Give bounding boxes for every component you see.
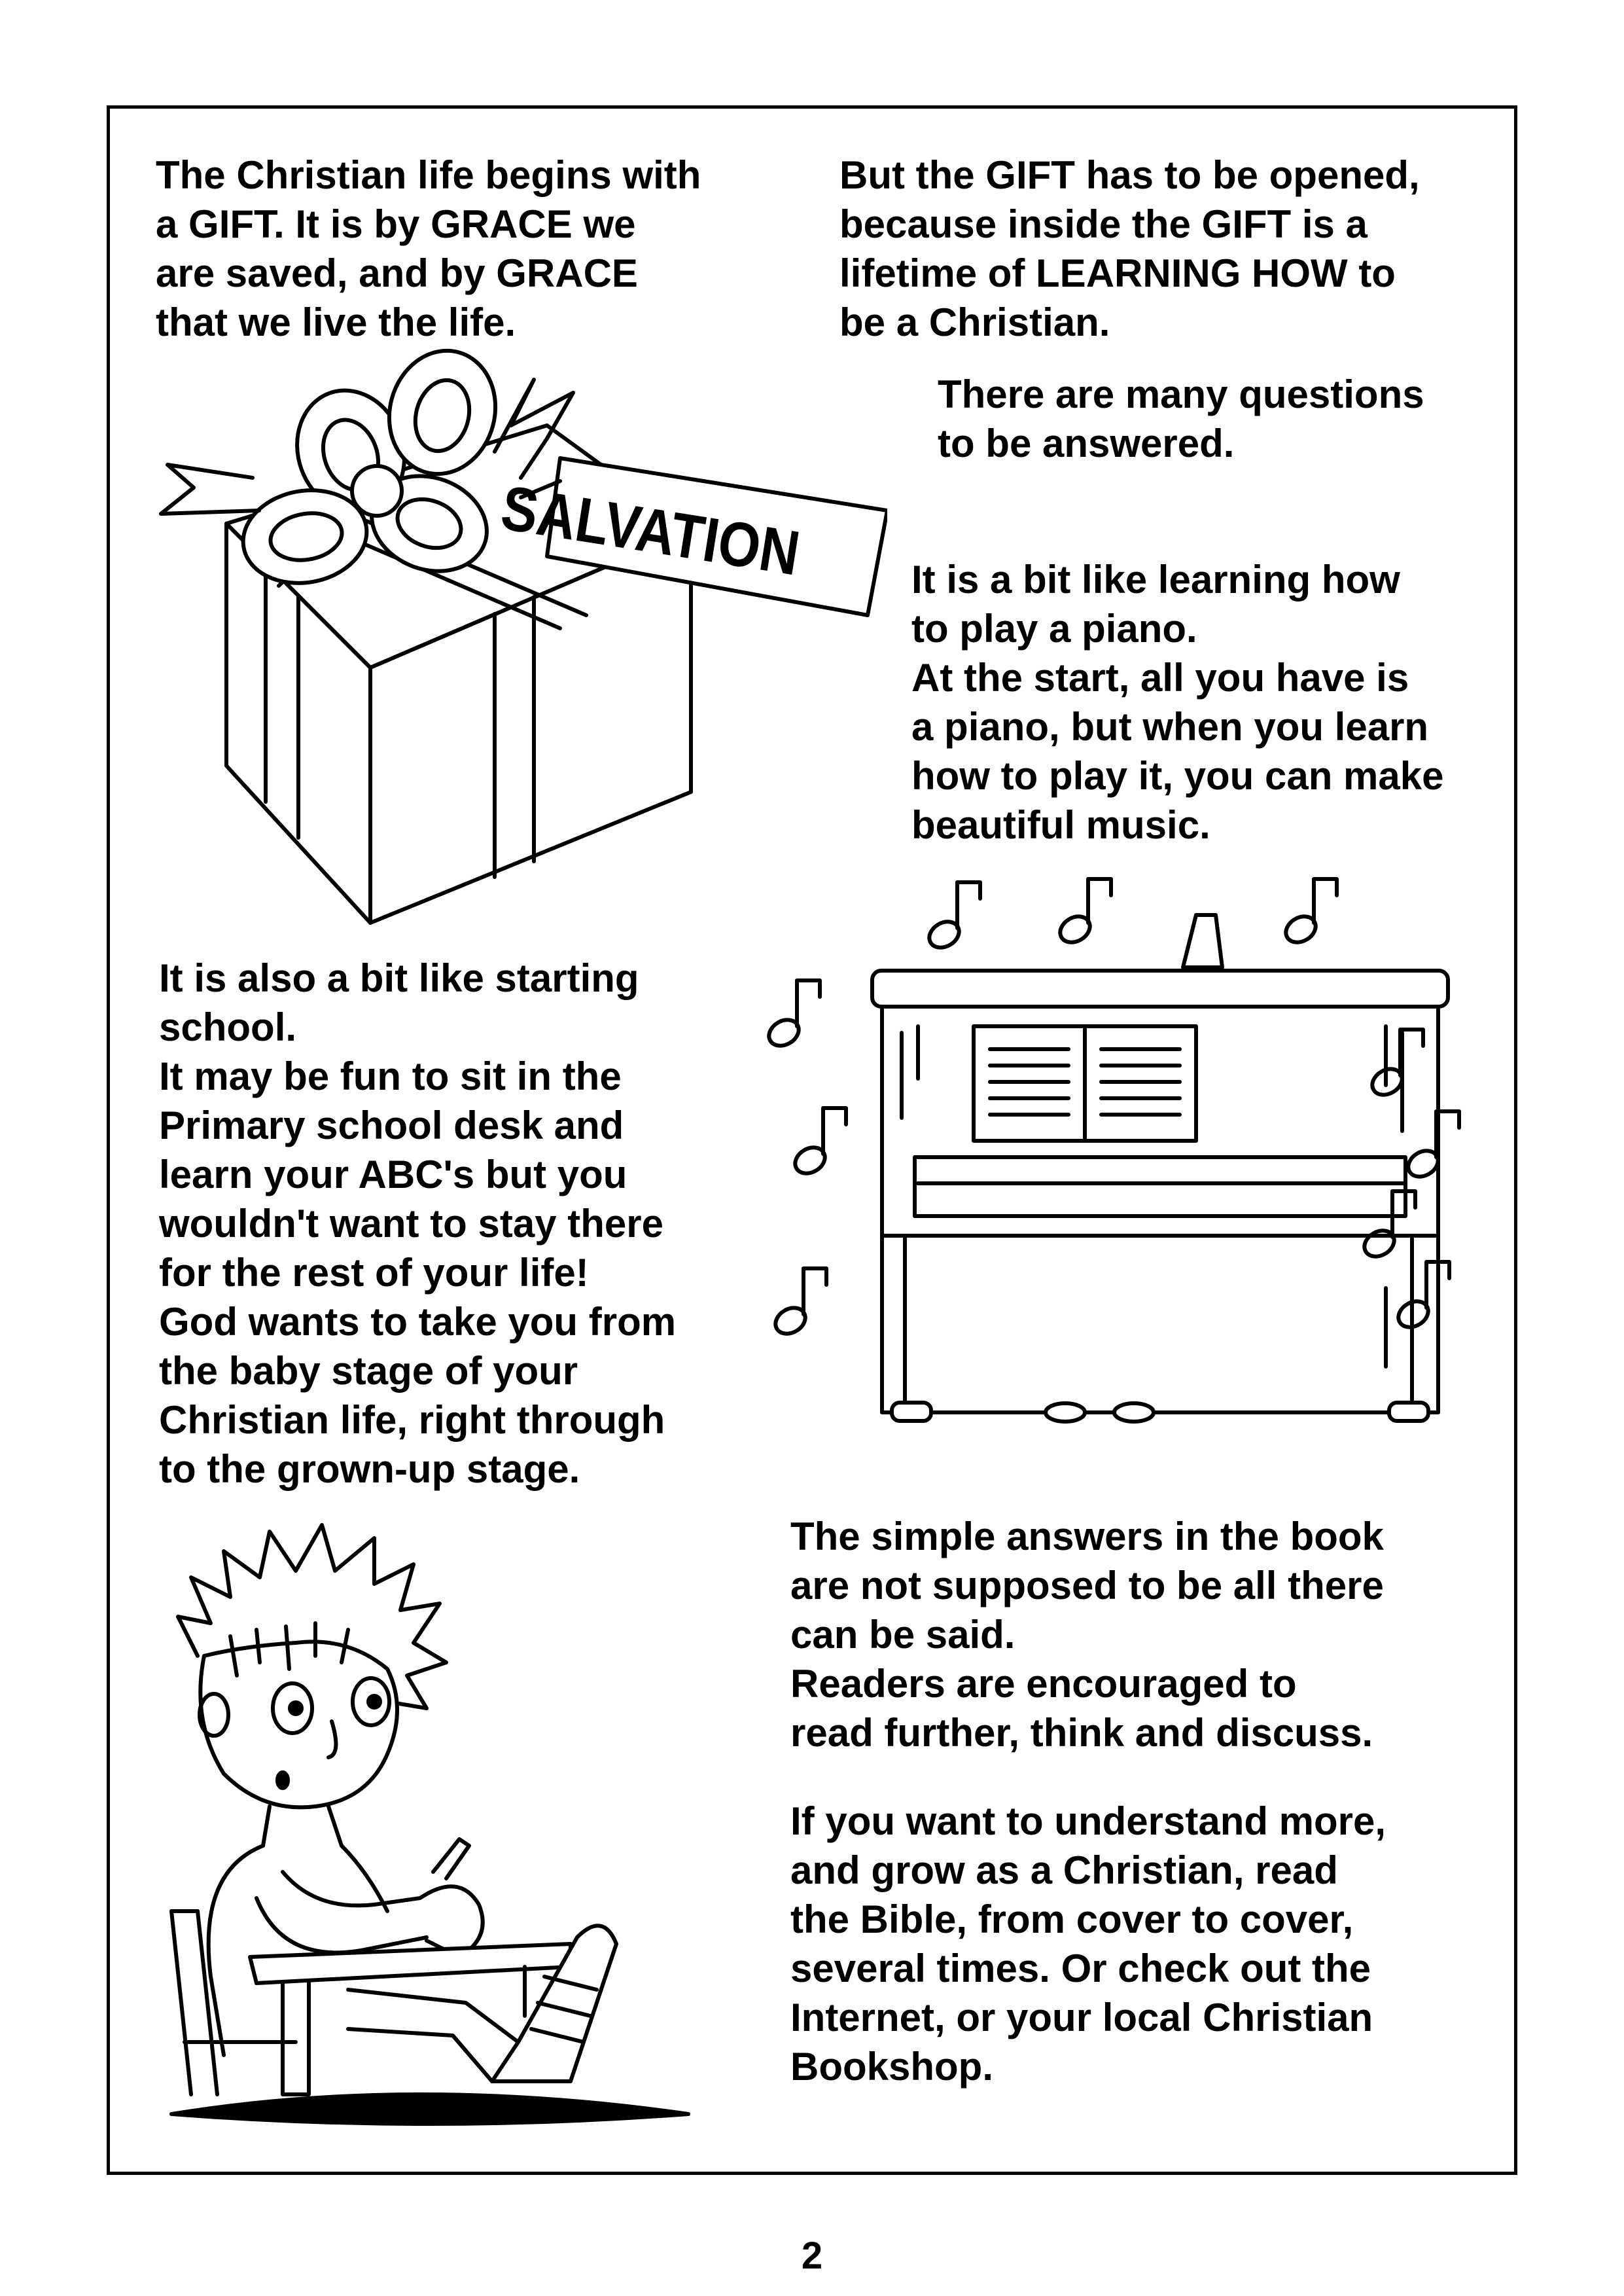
piano-paragraph: It is a bit like learning how to play a piano. At the start, all you have is a piano, but when you learn how to play it, you can make beautiful music. xyxy=(911,558,1444,847)
answers-paragraph: The simple answers in the book are not supposed to be all there can be said. Readers are encouraged to read further, think and discuss. xyxy=(790,1515,1384,1755)
music-note-icon xyxy=(771,1268,826,1339)
gift-box-illustration xyxy=(154,340,887,929)
gift-intro-paragraph: The Christian life begins with a GIFT. It is by GRACE we are saved, and by GRACE that we live the life. xyxy=(156,153,701,344)
student-at-desk-illustration xyxy=(152,1505,728,2134)
school-paragraph: It is also a bit like starting school. It may be fun to sit in the Primary school desk and learn your ABC's but you wouldn't want to stay there for the rest of your life! God wants to take you from the baby stage of your Christian life, right through to the grown-up stage. xyxy=(159,956,677,1491)
piano-illustration xyxy=(758,869,1488,1445)
music-note-icon xyxy=(1055,879,1111,948)
page-number: 2 xyxy=(801,2234,823,2277)
grow-paragraph: If you want to understand more, and grow as a Christian, read the Bible, from cover to cover, several times. Or check out the Internet, or your local Christian Bookshop. xyxy=(790,1799,1386,2089)
salvation-tag-label: SALVATION xyxy=(496,472,790,586)
gift-opened-paragraph: But the GIFT has to be opened, because inside the GIFT is a lifetime of LEARNING HOW to be a Christian. xyxy=(839,153,1420,344)
music-note-icon xyxy=(790,1108,846,1179)
questions-paragraph: There are many questions to be answered. xyxy=(938,372,1424,465)
music-note-icon xyxy=(925,882,980,953)
music-note-icon xyxy=(1281,879,1337,948)
music-note-icon xyxy=(764,980,820,1051)
